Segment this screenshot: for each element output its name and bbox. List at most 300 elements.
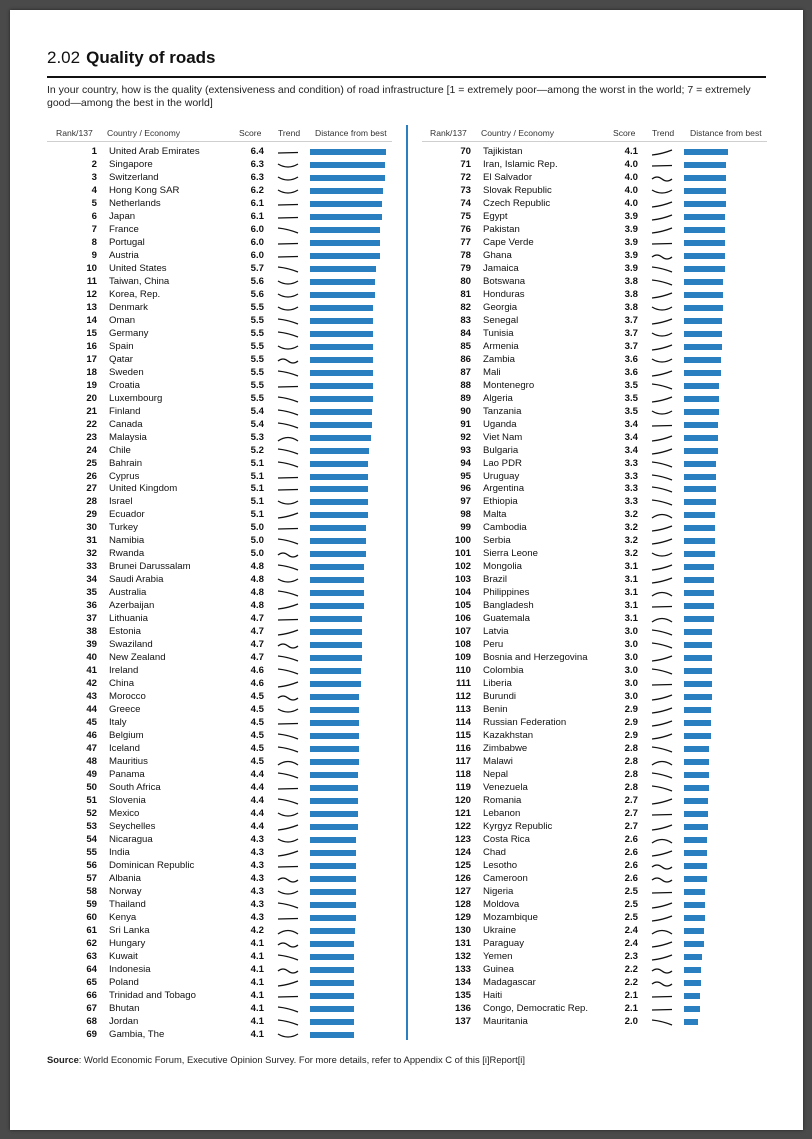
score-cell: 2.6 <box>624 833 638 845</box>
score-cell: 4.8 <box>250 561 264 573</box>
country-cell: Gambia, The <box>109 1028 165 1040</box>
rank-cell: 136 <box>454 1002 471 1014</box>
country-cell: Brazil <box>483 574 507 586</box>
country-cell: Pakistan <box>483 223 520 235</box>
country-cell: Egypt <box>483 210 508 222</box>
table-row <box>421 393 766 406</box>
score-bar <box>684 512 715 518</box>
score-cell: 2.9 <box>624 717 638 729</box>
country-cell: Cameroon <box>483 872 528 884</box>
trend-line <box>278 217 298 218</box>
table-row <box>47 354 392 367</box>
country-cell: Cyprus <box>109 470 140 482</box>
score-bar <box>684 993 700 999</box>
trend-line <box>278 553 298 557</box>
country-cell: Panama <box>109 769 145 781</box>
trend-line <box>652 969 672 973</box>
table-row <box>47 198 392 211</box>
score-bar <box>310 980 354 986</box>
trend-sparkline-icon <box>650 472 674 483</box>
trend-line <box>652 825 672 830</box>
table-row <box>421 899 766 912</box>
rank-cell: 66 <box>86 989 97 1001</box>
table-row <box>421 172 766 185</box>
score-bar <box>310 538 366 544</box>
table-row <box>47 782 392 795</box>
table-row <box>47 756 392 769</box>
rank-cell: 40 <box>86 652 97 664</box>
table-row <box>47 159 392 172</box>
trend-sparkline-icon <box>276 355 300 366</box>
country-cell: Bosnia and Herzegovina <box>483 652 588 664</box>
rank-cell: 34 <box>86 574 97 586</box>
trend-line <box>278 529 298 530</box>
country-cell: Czech Republic <box>483 197 551 209</box>
score-bar <box>310 668 361 674</box>
country-cell: Sierra Leone <box>483 548 538 560</box>
trend-sparkline-icon <box>276 394 300 405</box>
trend-sparkline-icon <box>650 757 674 768</box>
trend-sparkline-icon <box>650 290 674 301</box>
trend-sparkline-icon <box>650 991 674 1002</box>
trend-sparkline-icon <box>276 835 300 846</box>
score-bar <box>684 811 708 817</box>
rank-cell: 115 <box>455 730 471 742</box>
country-cell: Montenegro <box>483 379 535 391</box>
country-cell: Philippines <box>483 587 530 599</box>
table-row <box>47 263 392 276</box>
country-cell: India <box>109 846 130 858</box>
header-country-right: Country / Economy <box>481 128 555 138</box>
score-bar <box>684 655 712 661</box>
country-cell: Norway <box>109 885 142 897</box>
trend-line <box>278 996 298 997</box>
trend-sparkline-icon <box>650 900 674 911</box>
score-cell: 3.7 <box>624 327 638 339</box>
rank-cell: 45 <box>86 717 97 729</box>
score-cell: 5.5 <box>250 340 264 352</box>
score-bar <box>310 1032 354 1038</box>
score-cell: 6.1 <box>250 197 264 209</box>
score-bar <box>310 967 354 973</box>
rank-cell: 18 <box>86 366 97 378</box>
score-bar <box>310 902 356 908</box>
score-bar <box>684 967 701 973</box>
country-cell: Brunei Darussalam <box>109 561 191 573</box>
trend-line <box>652 539 672 544</box>
rank-cell: 26 <box>86 470 97 482</box>
score-cell: 4.7 <box>250 652 264 664</box>
score-bar <box>310 162 385 168</box>
table-row <box>421 756 766 769</box>
trend-sparkline-icon <box>276 484 300 495</box>
score-bar <box>310 305 373 311</box>
trend-line <box>278 839 298 842</box>
trend-sparkline-icon <box>276 472 300 483</box>
trend-line <box>278 243 298 244</box>
rank-cell: 75 <box>460 210 471 222</box>
trend-sparkline-icon <box>650 731 674 742</box>
table-row <box>47 393 392 406</box>
table-row <box>47 743 392 756</box>
score-bar <box>684 772 709 778</box>
table-row <box>421 522 766 535</box>
score-cell: 3.9 <box>624 210 638 222</box>
score-cell: 5.0 <box>250 522 264 534</box>
trend-line <box>652 475 672 480</box>
country-cell: Nepal <box>483 769 509 781</box>
table-row <box>47 380 392 393</box>
header-distance-right: Distance from best <box>690 128 762 138</box>
score-cell: 4.1 <box>250 989 264 1001</box>
table-row <box>421 834 766 847</box>
trend-sparkline-icon <box>276 627 300 638</box>
score-cell: 4.5 <box>250 743 264 755</box>
trend-sparkline-icon <box>276 290 300 301</box>
score-bar <box>684 629 712 635</box>
country-cell: Paraguay <box>483 937 525 949</box>
trend-line <box>652 202 672 207</box>
rank-cell: 74 <box>460 197 471 209</box>
trend-sparkline-icon <box>650 614 674 625</box>
trend-line <box>652 619 672 623</box>
score-cell: 4.4 <box>250 807 264 819</box>
trend-sparkline-icon <box>276 251 300 262</box>
trend-line <box>278 981 298 986</box>
score-cell: 3.9 <box>624 223 638 235</box>
score-cell: 3.1 <box>624 600 638 612</box>
rank-cell: 120 <box>454 795 471 806</box>
table-row <box>421 912 766 925</box>
rank-cell: 106 <box>454 613 471 625</box>
trend-sparkline-icon <box>276 614 300 625</box>
country-cell: Namibia <box>109 535 145 547</box>
table-row <box>421 263 766 276</box>
trend-sparkline-icon <box>276 991 300 1002</box>
score-bar <box>684 603 714 609</box>
trend-line <box>652 669 672 674</box>
score-cell: 2.3 <box>624 950 638 962</box>
rank-cell: 32 <box>86 548 97 560</box>
country-cell: Lao PDR <box>483 457 522 469</box>
rank-cell: 125 <box>454 859 471 871</box>
score-cell: 3.2 <box>624 522 638 534</box>
table-row <box>47 302 392 315</box>
rank-cell: 114 <box>455 717 471 729</box>
trend-sparkline-icon <box>650 965 674 976</box>
rank-cell: 19 <box>86 379 97 391</box>
score-cell: 2.4 <box>624 924 638 936</box>
table-row <box>47 860 392 873</box>
score-bar <box>684 201 726 207</box>
trend-sparkline-icon <box>650 809 674 820</box>
score-cell: 4.8 <box>250 600 264 612</box>
country-cell: Canada <box>109 418 143 430</box>
trend-sparkline-icon <box>276 848 300 859</box>
country-cell: Japan <box>109 210 136 222</box>
country-cell: Morocco <box>109 691 146 703</box>
trend-sparkline-icon <box>276 420 300 431</box>
trend-line <box>652 695 672 700</box>
score-bar <box>310 331 373 337</box>
score-cell: 2.9 <box>624 704 638 716</box>
country-cell: Ireland <box>109 665 139 677</box>
rank-cell: 131 <box>454 937 471 949</box>
rank-cell: 94 <box>460 457 471 469</box>
country-cell: Tajikistan <box>483 146 523 157</box>
score-cell: 6.3 <box>250 171 264 183</box>
country-cell: Belgium <box>109 730 144 742</box>
score-bar <box>310 201 382 207</box>
trend-line <box>652 903 672 908</box>
trend-sparkline-icon <box>650 355 674 366</box>
country-cell: France <box>109 223 139 235</box>
trend-sparkline-icon <box>276 744 300 755</box>
trend-line <box>278 386 298 387</box>
trend-sparkline-icon <box>650 433 674 444</box>
trend-line <box>652 515 672 519</box>
score-bar <box>684 383 719 389</box>
country-cell: Sri Lanka <box>109 924 150 936</box>
trend-line <box>278 410 298 415</box>
trend-line <box>278 423 298 428</box>
trend-line <box>278 281 298 284</box>
rank-cell: 90 <box>460 405 471 417</box>
country-cell: Congo, Democratic Rep. <box>483 1002 589 1014</box>
rank-cell: 132 <box>454 950 471 962</box>
trend-sparkline-icon <box>276 303 300 314</box>
table-row <box>47 600 392 613</box>
table-row <box>47 1016 392 1029</box>
table-row <box>47 237 392 250</box>
table-row <box>47 678 392 691</box>
trend-line <box>652 487 672 492</box>
score-cell: 6.0 <box>250 236 264 248</box>
table-row <box>47 821 392 834</box>
country-cell: Indonesia <box>109 963 151 975</box>
score-cell: 5.2 <box>250 444 264 456</box>
country-cell: China <box>109 678 135 690</box>
rank-cell: 123 <box>454 833 471 845</box>
score-cell: 4.7 <box>250 626 264 638</box>
score-bar <box>684 422 718 428</box>
table-row <box>421 886 766 899</box>
trend-sparkline-icon <box>276 173 300 184</box>
trend-line <box>652 786 672 791</box>
rank-cell: 57 <box>86 872 97 884</box>
rank-cell: 118 <box>455 769 471 781</box>
rank-cell: 119 <box>455 782 471 794</box>
country-cell: Hong Kong SAR <box>109 184 180 196</box>
table-row <box>421 990 766 1003</box>
score-bar <box>310 240 380 246</box>
trend-sparkline-icon <box>650 770 674 781</box>
country-cell: Israel <box>109 496 133 508</box>
score-cell: 6.1 <box>250 210 264 222</box>
country-cell: Kuwait <box>109 950 138 962</box>
score-cell: 3.4 <box>624 418 638 430</box>
trend-line <box>652 656 672 661</box>
trend-line <box>652 280 672 285</box>
table-row <box>47 990 392 1003</box>
table-row <box>421 639 766 652</box>
trend-line <box>278 630 298 635</box>
country-cell: Chad <box>483 846 506 858</box>
country-cell: Kenya <box>109 911 137 923</box>
score-bar <box>684 733 711 739</box>
trend-line <box>652 916 672 921</box>
section-title: Quality of roads <box>86 48 216 67</box>
country-cell: Bhutan <box>109 1002 140 1014</box>
source-note <box>47 1054 525 1065</box>
score-bar <box>684 915 705 921</box>
score-cell: 3.8 <box>624 301 638 313</box>
score-bar <box>310 993 354 999</box>
country-cell: Russian Federation <box>483 717 567 729</box>
trend-line <box>278 346 298 349</box>
rank-cell: 121 <box>454 807 471 819</box>
rank-cell: 48 <box>86 756 97 768</box>
country-cell: Croatia <box>109 379 140 391</box>
score-bar <box>684 461 716 467</box>
trend-sparkline-icon <box>650 160 674 171</box>
trend-sparkline-icon <box>276 186 300 197</box>
trend-line <box>278 762 298 766</box>
trend-sparkline-icon <box>276 679 300 690</box>
score-cell: 4.4 <box>250 795 264 806</box>
country-cell: Lesotho <box>483 859 518 871</box>
rank-cell: 64 <box>86 963 97 975</box>
source-text: : World Economic Forum, Executive Opinion Survey. For more details, refer to Appendix C of this [i]Report[i] <box>78 1054 525 1065</box>
score-bar <box>684 824 708 830</box>
trend-sparkline-icon <box>276 796 300 807</box>
trend-sparkline-icon <box>276 342 300 353</box>
column-divider <box>406 125 408 1040</box>
trend-sparkline-icon <box>276 523 300 534</box>
trend-sparkline-icon <box>276 926 300 937</box>
score-bar <box>684 448 718 454</box>
trend-line <box>652 930 672 934</box>
table-row <box>421 626 766 639</box>
country-cell: Kazakhstan <box>483 730 534 742</box>
rank-cell: 124 <box>454 846 471 858</box>
trend-sparkline-icon <box>650 484 674 495</box>
trend-line <box>652 1009 672 1010</box>
trend-sparkline-icon <box>276 666 300 677</box>
score-bar <box>684 798 708 804</box>
trend-line <box>652 892 672 893</box>
score-bar <box>684 759 709 765</box>
score-bar <box>310 318 373 324</box>
country-cell: Mauritania <box>483 1015 528 1027</box>
country-cell: Jamaica <box>483 262 519 274</box>
trend-line <box>652 982 672 986</box>
score-cell: 5.0 <box>250 548 264 560</box>
trend-sparkline-icon <box>276 978 300 989</box>
country-cell: Serbia <box>483 535 511 547</box>
table-row <box>47 445 392 458</box>
score-bar <box>310 175 385 181</box>
score-bar <box>310 616 362 622</box>
rank-cell: 4 <box>91 184 97 196</box>
score-bar <box>684 980 701 986</box>
score-cell: 3.3 <box>624 496 638 508</box>
table-row <box>47 341 392 354</box>
table-row <box>421 873 766 886</box>
country-cell: Zimbabwe <box>483 743 528 755</box>
score-bar <box>310 253 380 259</box>
score-bar <box>684 564 714 570</box>
trend-line <box>652 565 672 570</box>
rank-cell: 43 <box>86 691 97 703</box>
rank-cell: 21 <box>86 405 97 417</box>
score-bar <box>310 707 359 713</box>
rank-cell: 42 <box>86 678 97 690</box>
trend-line <box>652 955 672 960</box>
score-cell: 4.2 <box>250 924 264 936</box>
country-cell: Venezuela <box>483 782 528 794</box>
rank-cell: 88 <box>460 379 471 391</box>
table-row <box>47 250 392 263</box>
page-title <box>47 48 216 68</box>
score-bar <box>684 538 715 544</box>
score-bar <box>684 928 704 934</box>
table-row <box>47 496 392 509</box>
score-bar <box>310 1019 354 1025</box>
score-cell: 4.1 <box>250 1015 264 1027</box>
score-cell: 5.5 <box>250 392 264 404</box>
country-cell: Kyrgyz Republic <box>483 820 553 832</box>
trend-sparkline-icon <box>650 705 674 716</box>
rank-cell: 111 <box>456 678 471 690</box>
score-bar <box>310 279 375 285</box>
score-cell: 2.7 <box>624 795 638 806</box>
score-bar <box>310 733 359 739</box>
table-row <box>47 665 392 678</box>
trend-line <box>652 1020 672 1025</box>
country-cell: Malawi <box>483 756 513 768</box>
score-cell: 4.0 <box>624 171 638 183</box>
trend-line <box>652 607 672 608</box>
trend-sparkline-icon <box>650 562 674 573</box>
country-cell: Portugal <box>109 236 145 248</box>
rank-cell: 80 <box>460 275 471 287</box>
score-bar <box>310 642 362 648</box>
trend-line <box>278 204 298 205</box>
country-cell: Yemen <box>483 950 513 962</box>
score-cell: 3.8 <box>624 288 638 300</box>
trend-line <box>278 319 298 324</box>
table-row <box>421 496 766 509</box>
score-bar <box>684 344 722 350</box>
country-cell: Romania <box>483 795 522 806</box>
report-page <box>10 10 803 1130</box>
table-row <box>47 795 392 808</box>
table-row <box>421 769 766 782</box>
score-cell: 4.4 <box>250 769 264 781</box>
score-cell: 6.4 <box>250 146 264 157</box>
score-cell: 5.0 <box>250 535 264 547</box>
trend-sparkline-icon <box>650 848 674 859</box>
score-cell: 3.5 <box>624 379 638 391</box>
header-country-left: Country / Economy <box>107 128 181 138</box>
rank-cell: 38 <box>86 626 97 638</box>
trend-line <box>652 462 672 467</box>
trend-line <box>652 814 672 815</box>
country-cell: Senegal <box>483 314 519 326</box>
trend-line <box>652 307 672 310</box>
trend-sparkline-icon <box>276 822 300 833</box>
